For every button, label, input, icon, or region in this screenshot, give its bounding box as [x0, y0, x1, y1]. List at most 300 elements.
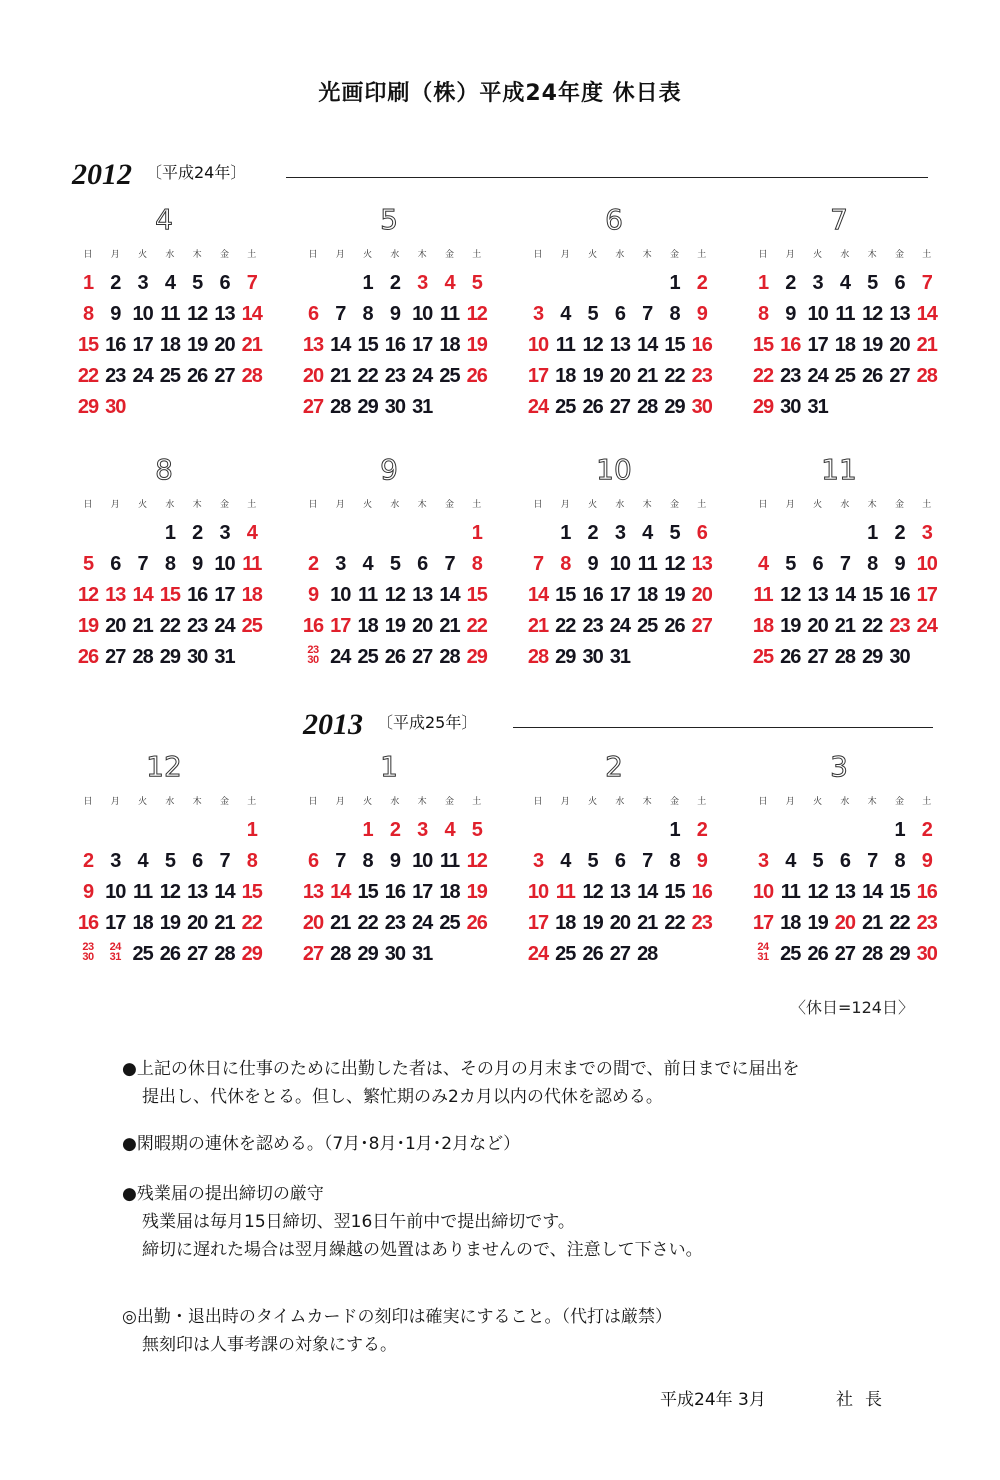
weekday-label: 月 — [785, 250, 795, 260]
calendar-day: 14 — [439, 584, 460, 606]
weekday-label: 日 — [83, 500, 93, 510]
calendar-day: 25 — [780, 943, 801, 965]
calendar-day: 25 — [357, 646, 378, 668]
calendar-day: 19 — [807, 912, 828, 934]
calendar-day: 20 — [187, 912, 208, 934]
calendar-day: 1 — [669, 819, 680, 841]
calendar-day: 13 — [187, 881, 208, 903]
calendar-day-stacked — [74, 942, 102, 962]
calendar-day: 22 — [862, 615, 883, 637]
holiday-day: 21 — [527, 615, 549, 637]
weekday-label: 月 — [110, 500, 120, 510]
month-calendar — [299, 752, 499, 982]
calendar-day: 24 — [412, 912, 433, 934]
calendar-day: 2 — [894, 522, 905, 544]
calendar-day: 19 — [384, 615, 406, 637]
weekday-label: 火 — [363, 500, 373, 510]
weekday-label: 水 — [615, 797, 625, 807]
month-calendar — [749, 752, 949, 982]
calendar-day: 22 — [664, 365, 685, 387]
calendar-day: 5 — [587, 303, 598, 325]
holiday-day: 8 — [246, 850, 257, 872]
weekday-label: 土 — [697, 500, 707, 510]
calendar-day: 20 — [609, 912, 631, 934]
weekday-label: 木 — [642, 797, 652, 807]
holiday-day: 6 — [307, 303, 319, 325]
holiday-day: 16 — [691, 334, 712, 356]
note-line: ●残業届の提出締切の厳守 — [122, 1184, 324, 1204]
calendar-day: 2 — [587, 522, 598, 544]
calendar-day: 19 — [187, 334, 208, 356]
weekday-label: 火 — [813, 500, 823, 510]
calendar-day: 7 — [642, 303, 653, 325]
calendar-day: 25 — [637, 615, 658, 637]
day-number: 24 — [109, 941, 121, 953]
calendar-day: 18 — [132, 912, 153, 934]
month-calendar — [299, 205, 499, 435]
calendar-day: 31 — [412, 943, 433, 965]
month-number: 11 — [821, 453, 857, 486]
weekday-label: 火 — [588, 500, 598, 510]
holiday-day: 3 — [757, 850, 769, 872]
calendar-day: 16 — [187, 584, 208, 606]
calendar-day: 2 — [389, 272, 400, 294]
holiday-day: 17 — [527, 912, 549, 934]
calendar-day: 28 — [637, 943, 658, 965]
holiday-day: 7 — [532, 553, 544, 575]
calendar-day: 8 — [867, 553, 878, 575]
weekday-label: 月 — [335, 500, 345, 510]
weekday-label: 水 — [840, 250, 850, 260]
holiday-day: 17 — [916, 584, 937, 606]
calendar-day: 28 — [637, 396, 658, 418]
month-number: 9 — [380, 453, 398, 486]
holiday-day: 22 — [241, 912, 262, 934]
weekday-label: 土 — [472, 797, 482, 807]
calendar-day: 26 — [159, 943, 181, 965]
calendar-day: 26 — [862, 365, 883, 387]
weekday-label: 日 — [308, 797, 318, 807]
weekday-label: 火 — [138, 250, 148, 260]
holiday-day: 9 — [696, 850, 707, 872]
calendar-day: 7 — [642, 850, 653, 872]
holiday-day: 4 — [246, 522, 257, 544]
holiday-day: 9 — [307, 584, 319, 606]
calendar-day-stacked — [101, 942, 129, 962]
calendar-day: 21 — [637, 912, 658, 934]
calendar-day: 31 — [214, 646, 235, 668]
calendar-day: 4 — [839, 272, 850, 294]
calendar-day: 6 — [417, 553, 428, 575]
calendar-day: 25 — [439, 365, 460, 387]
calendar-day: 31 — [609, 646, 631, 668]
calendar-day: 18 — [555, 365, 576, 387]
calendar-day: 30 — [582, 646, 603, 668]
calendar-day: 17 — [105, 912, 126, 934]
total-holidays: 〈休日=124日〉 — [790, 998, 914, 1017]
calendar-day: 6 — [219, 272, 230, 294]
calendar-day: 5 — [389, 553, 400, 575]
holiday-day: 20 — [834, 912, 856, 934]
weekday-label: 木 — [867, 797, 877, 807]
calendar-day: 12 — [862, 303, 883, 325]
calendar-day: 10 — [330, 584, 351, 606]
holiday-day: 2 — [307, 553, 319, 575]
weekday-label: 金 — [444, 500, 454, 510]
calendar-day: 25 — [132, 943, 153, 965]
calendar-day: 3 — [137, 272, 148, 294]
calendar-day: 4 — [560, 303, 571, 325]
calendar-day: 25 — [555, 943, 576, 965]
calendar-day: 6 — [894, 272, 905, 294]
weekday-label: 土 — [472, 500, 482, 510]
weekday-label: 火 — [363, 250, 373, 260]
note-line: 提出し、代休をとる。但し、繁忙期のみ2カ月以内の代休を認める。 — [142, 1087, 663, 1107]
calendar-day: 7 — [444, 553, 455, 575]
calendar-day: 20 — [214, 334, 235, 356]
weekday-label: 月 — [560, 500, 570, 510]
holiday-day: 20 — [302, 912, 324, 934]
calendar-day: 12 — [159, 881, 181, 903]
holiday-day: 8 — [757, 303, 769, 325]
holiday-day: 12 — [466, 303, 487, 325]
calendar-day: 29 — [889, 943, 910, 965]
holiday-day: 15 — [466, 584, 487, 606]
calendar-day: 26 — [582, 396, 603, 418]
weekday-label: 火 — [588, 250, 598, 260]
calendar-day: 1 — [362, 272, 373, 294]
calendar-day: 6 — [192, 850, 203, 872]
holiday-day: 16 — [77, 912, 99, 934]
calendar-day: 18 — [439, 334, 460, 356]
weekday-label: 木 — [642, 250, 652, 260]
holiday-day: 2 — [82, 850, 94, 872]
calendar-day: 18 — [637, 584, 658, 606]
calendar-day: 4 — [642, 522, 653, 544]
holiday-day: 10 — [916, 553, 937, 575]
calendar-day: 11 — [439, 850, 460, 872]
holiday-day: 29 — [466, 646, 487, 668]
calendar-day: 18 — [159, 334, 181, 356]
calendar-day-stacked — [749, 942, 777, 962]
holiday-day: 19 — [466, 881, 487, 903]
holiday-day: 7 — [246, 272, 257, 294]
calendar-day: 13 — [807, 584, 828, 606]
calendar-day: 20 — [807, 615, 828, 637]
holiday-day: 8 — [82, 303, 94, 325]
calendar-day: 8 — [669, 303, 680, 325]
note-line: ●上記の休日に仕事のために出勤した者は、その月の月末までの間で、前日までに届出を — [122, 1059, 800, 1079]
month-number: 3 — [830, 750, 848, 783]
holiday-day: 15 — [77, 334, 99, 356]
weekday-label: 土 — [922, 797, 932, 807]
calendar-day: 6 — [110, 553, 121, 575]
year-number: 2012 — [72, 158, 132, 191]
calendar-day: 8 — [669, 850, 680, 872]
holiday-day: 29 — [752, 396, 774, 418]
calendar-day: 27 — [889, 365, 910, 387]
holiday-day: 3 — [417, 272, 428, 294]
weekday-label: 金 — [669, 250, 679, 260]
calendar-day: 20 — [412, 615, 433, 637]
calendar-day: 2 — [785, 272, 796, 294]
weekday-label: 日 — [758, 797, 768, 807]
holiday-day: 1 — [757, 272, 769, 294]
weekday-label: 水 — [390, 500, 400, 510]
calendar-day: 1 — [164, 522, 175, 544]
calendar-day: 4 — [785, 850, 796, 872]
calendar-day: 9 — [110, 303, 121, 325]
holiday-day: 2 — [921, 819, 932, 841]
holiday-day: 30 — [105, 396, 126, 418]
weekday-label: 水 — [165, 250, 175, 260]
holiday-day: 5 — [82, 553, 94, 575]
holiday-day: 14 — [916, 303, 937, 325]
holiday-day: 5 — [471, 819, 482, 841]
weekday-label: 金 — [444, 797, 454, 807]
calendar-day: 19 — [582, 365, 603, 387]
holiday-day: 3 — [532, 850, 544, 872]
month-calendar — [749, 205, 949, 435]
calendar-day: 5 — [785, 553, 796, 575]
holiday-day: 19 — [466, 334, 487, 356]
month-number: 10 — [596, 453, 632, 486]
calendar-day: 4 — [164, 272, 175, 294]
calendar-day: 13 — [609, 334, 631, 356]
calendar-day: 9 — [894, 553, 905, 575]
note-item — [122, 1130, 520, 1158]
calendar-day: 15 — [664, 334, 685, 356]
calendar-day: 6 — [812, 553, 823, 575]
calendar-day: 29 — [664, 396, 685, 418]
calendar-day: 16 — [384, 881, 406, 903]
note-line: ◎出勤・退出時のタイムカードの刻印は確実にすること。（代打は厳禁） — [122, 1307, 672, 1327]
calendar-day: 15 — [664, 881, 685, 903]
calendar-day: 20 — [105, 615, 126, 637]
holiday-day: 27 — [302, 943, 324, 965]
calendar-day: 28 — [834, 646, 856, 668]
holiday-day: 16 — [780, 334, 801, 356]
calendar-day: 27 — [834, 943, 856, 965]
year-heading-2012 — [72, 158, 932, 192]
holiday-day: 29 — [241, 943, 262, 965]
holiday-day: 24 — [527, 943, 549, 965]
calendar-day: 24 — [807, 365, 828, 387]
calendar-day: 5 — [812, 850, 823, 872]
holiday-day: 17 — [527, 365, 549, 387]
month-number: 2 — [605, 750, 623, 783]
weekday-label: 木 — [417, 797, 427, 807]
holiday-day: 3 — [417, 819, 428, 841]
day-number: 30 — [82, 951, 94, 963]
calendar-day: 22 — [664, 912, 685, 934]
calendar-day: 29 — [862, 646, 883, 668]
holiday-day: 6 — [696, 522, 707, 544]
calendar-day: 26 — [807, 943, 828, 965]
calendar-day: 4 — [560, 850, 571, 872]
holiday-day: 13 — [302, 881, 324, 903]
holiday-day: 1 — [82, 272, 94, 294]
weekday-label: 水 — [840, 797, 850, 807]
holiday-day: 23 — [916, 912, 937, 934]
holiday-day: 3 — [532, 303, 544, 325]
holiday-day: 22 — [77, 365, 99, 387]
weekday-label: 木 — [417, 250, 427, 260]
weekday-label: 金 — [669, 500, 679, 510]
calendar-day: 20 — [889, 334, 910, 356]
calendar-day: 22 — [357, 912, 378, 934]
calendar-day: 17 — [214, 584, 235, 606]
weekday-label: 月 — [110, 250, 120, 260]
calendar-day: 14 — [330, 334, 351, 356]
calendar-day: 30 — [384, 943, 406, 965]
weekday-label: 木 — [192, 250, 202, 260]
calendar-day: 16 — [105, 334, 126, 356]
calendar-day: 19 — [780, 615, 801, 637]
weekday-label: 火 — [813, 797, 823, 807]
calendar-day: 15 — [889, 881, 910, 903]
weekday-label: 土 — [247, 797, 257, 807]
holiday-day: 15 — [752, 334, 774, 356]
calendar-day: 23 — [105, 365, 126, 387]
calendar-day: 16 — [384, 334, 406, 356]
calendar-day: 30 — [780, 396, 801, 418]
calendar-day: 17 — [609, 584, 631, 606]
signature-title: 社長 — [836, 1390, 894, 1410]
calendar-day: 30 — [187, 646, 208, 668]
holiday-day: 28 — [916, 365, 937, 387]
calendar-day: 13 — [609, 881, 631, 903]
holiday-day: 27 — [691, 615, 712, 637]
divider-line — [513, 727, 933, 728]
calendar-day: 9 — [785, 303, 796, 325]
calendar-day: 21 — [439, 615, 460, 637]
calendar-day: 19 — [582, 912, 603, 934]
calendar-day: 23 — [384, 912, 406, 934]
holiday-day: 4 — [757, 553, 769, 575]
calendar-day: 12 — [582, 881, 603, 903]
calendar-day: 23 — [780, 365, 801, 387]
month-calendar — [749, 455, 949, 685]
calendar-day: 28 — [132, 646, 153, 668]
calendar-day: 11 — [835, 303, 855, 325]
weekday-label: 火 — [138, 797, 148, 807]
calendar-day: 26 — [664, 615, 685, 637]
calendar-day: 28 — [439, 646, 460, 668]
holiday-day: 2 — [696, 272, 707, 294]
calendar-day: 21 — [637, 365, 658, 387]
weekday-label: 水 — [390, 250, 400, 260]
calendar-day: 15 — [357, 881, 378, 903]
holiday-day: 17 — [752, 912, 774, 934]
calendar-day: 11 — [439, 303, 460, 325]
weekday-label: 金 — [444, 250, 454, 260]
holiday-day: 18 — [752, 615, 774, 637]
calendar-day: 23 — [582, 615, 603, 637]
weekday-label: 日 — [308, 500, 318, 510]
weekday-label: 日 — [308, 250, 318, 260]
calendar-day: 19 — [862, 334, 883, 356]
holiday-day: 16 — [302, 615, 324, 637]
calendar-day: 6 — [614, 303, 625, 325]
calendar-day: 16 — [889, 584, 910, 606]
holiday-day: 30 — [691, 396, 712, 418]
month-number: 4 — [155, 203, 173, 236]
holiday-day: 5 — [471, 272, 482, 294]
holiday-day: 2 — [389, 819, 400, 841]
holiday-day: 14 — [330, 881, 351, 903]
note-line: 締切に遅れた場合は翌月繰越の処置はありませんので、注意して下さい。 — [142, 1240, 703, 1260]
calendar-day: 12 — [582, 334, 603, 356]
calendar-day: 1 — [560, 522, 571, 544]
calendar-day: 24 — [412, 365, 433, 387]
day-number: 23 — [307, 644, 319, 656]
weekday-label: 火 — [363, 797, 373, 807]
calendar-day: 23 — [187, 615, 208, 637]
calendar-day: 15 — [555, 584, 576, 606]
calendar-day: 7 — [335, 850, 346, 872]
calendar-day: 24 — [330, 646, 351, 668]
calendar-day: 6 — [839, 850, 850, 872]
calendar-day: 27 — [105, 646, 126, 668]
note-item — [122, 1303, 672, 1359]
weekday-label: 月 — [560, 250, 570, 260]
weekday-label: 水 — [615, 500, 625, 510]
calendar-day: 19 — [159, 912, 181, 934]
calendar-day: 1 — [867, 522, 878, 544]
calendar-day: 8 — [362, 850, 373, 872]
weekday-label: 月 — [785, 500, 795, 510]
weekday-label: 月 — [785, 797, 795, 807]
weekday-label: 月 — [560, 797, 570, 807]
calendar-day: 7 — [867, 850, 878, 872]
holiday-day: 17 — [330, 615, 351, 637]
day-number: 23 — [82, 941, 94, 953]
month-number: 1 — [380, 750, 398, 783]
weekday-label: 日 — [83, 797, 93, 807]
calendar-day: 12 — [384, 584, 406, 606]
holiday-day: 24 — [527, 396, 549, 418]
calendar-day: 28 — [214, 943, 235, 965]
holiday-day: 10 — [527, 334, 549, 356]
weekday-label: 土 — [922, 500, 932, 510]
weekday-label: 木 — [867, 250, 877, 260]
calendar-day: 10 — [412, 850, 433, 872]
calendar-day: 10 — [132, 303, 153, 325]
holiday-day: 1 — [246, 819, 257, 841]
calendar-day: 20 — [609, 365, 631, 387]
calendar-day: 3 — [219, 522, 230, 544]
calendar-day: 24 — [214, 615, 235, 637]
calendar-day: 25 — [555, 396, 576, 418]
calendar-day: 22 — [889, 912, 910, 934]
weekday-label: 木 — [642, 500, 652, 510]
calendar-day-stacked — [299, 645, 327, 665]
calendar-day: 14 — [637, 334, 658, 356]
calendar-day: 4 — [137, 850, 148, 872]
calendar-day: 18 — [439, 881, 460, 903]
calendar-day: 4 — [362, 553, 373, 575]
day-number: 30 — [307, 654, 319, 666]
year-heading-2013 — [303, 708, 933, 742]
calendar-day: 29 — [159, 646, 181, 668]
calendar-day: 17 — [807, 334, 828, 356]
calendar-day: 12 — [664, 553, 685, 575]
month-number: 6 — [605, 203, 623, 236]
calendar-day: 22 — [357, 365, 378, 387]
weekday-label: 木 — [867, 500, 877, 510]
holiday-day: 10 — [527, 881, 549, 903]
